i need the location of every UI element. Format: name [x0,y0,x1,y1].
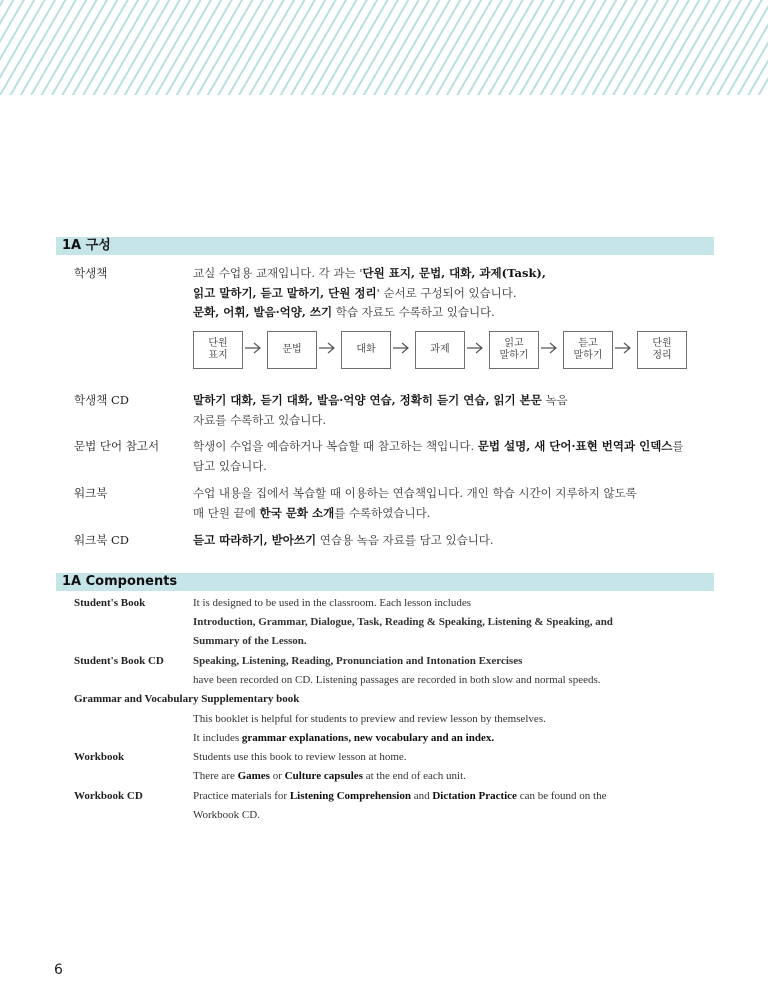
text: 학습 자료도 수록하고 있습니다. [332,305,495,319]
decorative-header-hatch [0,0,768,95]
page-number: 6 [54,962,63,978]
text: at the end of each unit. [362,770,466,782]
label-students-book: Student's Book [74,597,146,609]
arrow-right-icon [614,341,632,355]
grammar-book-line1: This booklet is helpful for students to preview and review lesson by themselves. [193,713,546,725]
bold-text: Dictation Practice [432,790,517,802]
workbook-ko-line2 [193,505,430,521]
students-book-line3: Summary of the Lesson. [193,635,307,647]
text: can be found on the [516,790,607,802]
students-book-line2: Introduction, Grammar, Dialogue, Task, Reading & Speaking, Listening & Speaking, and [193,616,613,628]
bold-text: 말하기 대화, 듣기 대화, 발음·억양 연습, 정확히 듣기 연습, 읽기 본문 [193,393,542,407]
workbook-cd-ko-line1 [193,532,494,548]
text: ' 순서로 구성되어 있습니다. [376,286,517,300]
text: or [269,770,285,782]
text: 를 수록하였습니다. [334,506,431,520]
text: There are [193,770,238,782]
label-workbook-cd: Workbook CD [74,790,143,802]
bold-text: 읽고 말하기, 듣고 말하기, 단원 정리 [193,286,377,300]
section-bar-korean [56,237,714,255]
text: and [410,790,433,802]
label-workbook-cd-ko: 워크북 CD [74,533,130,547]
section-title-korean: 1A 구성 [62,238,111,253]
students-book-ko-line1 [193,265,546,281]
label-students-book-cd: Student's Book CD [74,655,164,667]
students-book-ko-line2 [193,285,517,301]
label-students-book-ko: 학생책 [74,266,108,280]
bold-text: 문화, 어휘, 발음·억양, 쓰기 [193,305,333,319]
label-grammar-book: Grammar and Vocabulary Supplementary book [74,693,300,705]
flow-step-dialogue: 대화 [341,331,391,369]
text: 학생이 수업을 예습하거나 복습할 때 참고하는 책입니다. [193,439,478,453]
label-workbook-ko: 워크북 [74,486,108,500]
arrow-right-icon [318,341,336,355]
flow-step-listening-speaking: 듣고 말하기 [563,331,613,369]
flow-step-grammar: 문법 [267,331,317,369]
label-workbook: Workbook [74,751,125,763]
workbook-line2 [193,770,466,782]
students-book-cd-line2: have been recorded on CD. Listening passages are recorded in both slow and normal speeds. [193,674,601,686]
text: It includes [193,732,242,744]
bold-text: 문법 설명, 새 단어·표현 번역과 인덱스 [477,439,673,453]
arrow-right-icon [244,341,262,355]
grammar-book-ko-line2: 담고 있습니다. [193,459,267,473]
grammar-book-ko-line1 [193,438,684,454]
grammar-book-line2 [193,732,494,744]
bold-text: Games [237,770,270,782]
arrow-right-icon [540,341,558,355]
arrow-right-icon [466,341,484,355]
flow-step-task: 과제 [415,331,465,369]
workbook-cd-line1 [193,790,606,802]
label-students-book-cd-ko: 학생책 CD [74,393,130,407]
bold-text: Culture capsules [284,770,363,782]
workbook-ko-line1: 수업 내용을 집에서 복습할 때 이용하는 연습책입니다. 개인 학습 시간이 지루하지 않도록 [193,486,637,500]
flow-step-reading-speaking: 읽고 말하기 [489,331,539,369]
bold-text: Listening Comprehension [289,790,411,802]
students-book-cd-ko-line2: 자료를 수록하고 있습니다. [193,413,327,427]
text: 매 단원 끝에 [193,506,260,520]
flow-step-unit-summary: 단원 정리 [637,331,687,369]
text: 를 [672,439,684,453]
text: 연습용 녹음 자료를 담고 있습니다. [316,533,494,547]
workbook-line1: Students use this book to review lesson at home. [193,751,407,763]
section-title-english: 1A Components [62,574,178,589]
flow-step-unit-cover: 단원 표지 [193,331,243,369]
bold-text: grammar explanations, new vocabulary and an index. [241,732,495,744]
workbook-cd-line2: Workbook CD. [193,809,260,821]
bold-text: 단원 표지, 문법, 대화, 과제(Task), [362,266,546,280]
label-grammar-book-ko: 문법 단어 참고서 [74,439,160,453]
students-book-ko-line3 [193,304,495,320]
arrow-right-icon [392,341,410,355]
students-book-cd-ko-line1 [193,392,568,408]
text: 교실 수업용 교재입니다. 각 과는 ' [193,266,363,280]
bold-text: 한국 문화 소개 [259,506,335,520]
bold-text: 듣고 따라하기, 받아쓰기 [193,533,317,547]
text: 녹음 [541,393,568,407]
text: Practice materials for [193,790,290,802]
students-book-cd-line1: Speaking, Listening, Reading, Pronunciation and Intonation Exercises [193,655,523,667]
students-book-line1: It is designed to be used in the classroom. Each lesson includes [193,597,471,609]
